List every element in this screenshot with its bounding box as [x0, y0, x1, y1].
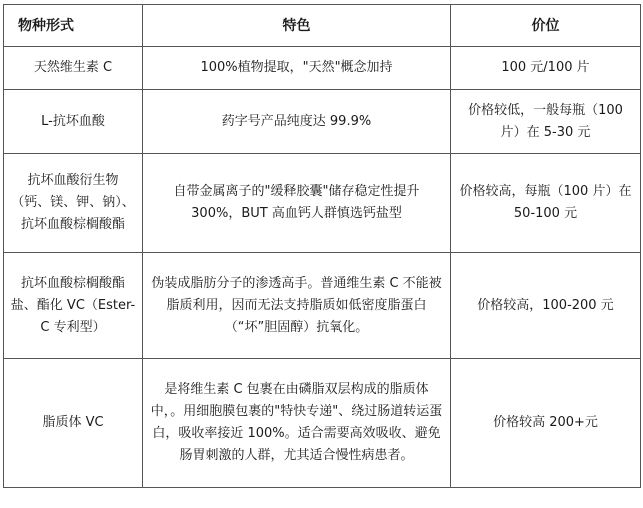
cell-form: 脂质体 VC: [4, 359, 143, 488]
table-header-row: [4, 5, 641, 47]
cell-form: 抗坏血酸棕榈酸酯盐、酯化 VC（Ester-C 专利型）: [4, 253, 143, 359]
cell-form: L-抗坏血酸: [4, 90, 143, 154]
table-row: [4, 47, 641, 90]
table-row: [4, 359, 641, 488]
table-row: [4, 90, 641, 154]
cell-feature: 自带金属离子的"缓释胶囊"储存稳定性提升 300%，BUT 高血钙人群慎选钙盐型: [143, 154, 451, 253]
cell-feature: 是将维生素 C 包裹在由磷脂双层构成的脂质体中，。用细胞膜包裹的"特快专递"、绕过肠道转运蛋白，吸收率接近 100%。适合需要高效吸收、避免肠胃刺激的人群，尤其适合慢性病患者。: [143, 359, 451, 488]
comparison-table-wrapper: [3, 4, 641, 488]
header-price: 价位: [451, 5, 641, 47]
cell-price: 价格较高，每瓶（100 片）在 50-100 元: [451, 154, 641, 253]
cell-price: 价格较高 200+元: [451, 359, 641, 488]
cell-price: 100 元/100 片: [451, 47, 641, 90]
cell-form: 抗坏血酸衍生物（钙、镁、钾、钠）、抗坏血酸棕榈酸酯: [4, 154, 143, 253]
cell-feature: 100%植物提取，"天然"概念加持: [143, 47, 451, 90]
cell-form: 天然维生素 C: [4, 47, 143, 90]
cell-price: 价格较低，一般每瓶（100 片）在 5-30 元: [451, 90, 641, 154]
header-feature: 特色: [143, 5, 451, 47]
table-row: [4, 154, 641, 253]
vitamin-c-comparison-table: [3, 4, 641, 488]
table-row: [4, 253, 641, 359]
header-form: 物种形式: [4, 5, 143, 47]
cell-feature: 药字号产品纯度达 99.9%: [143, 90, 451, 154]
cell-price: 价格较高，100-200 元: [451, 253, 641, 359]
cell-feature: 伪装成脂肪分子的渗透高手。普通维生素 C 不能被脂质利用，因而无法支持脂质如低密度脂蛋白（“坏”胆固醇）抗氧化。: [143, 253, 451, 359]
